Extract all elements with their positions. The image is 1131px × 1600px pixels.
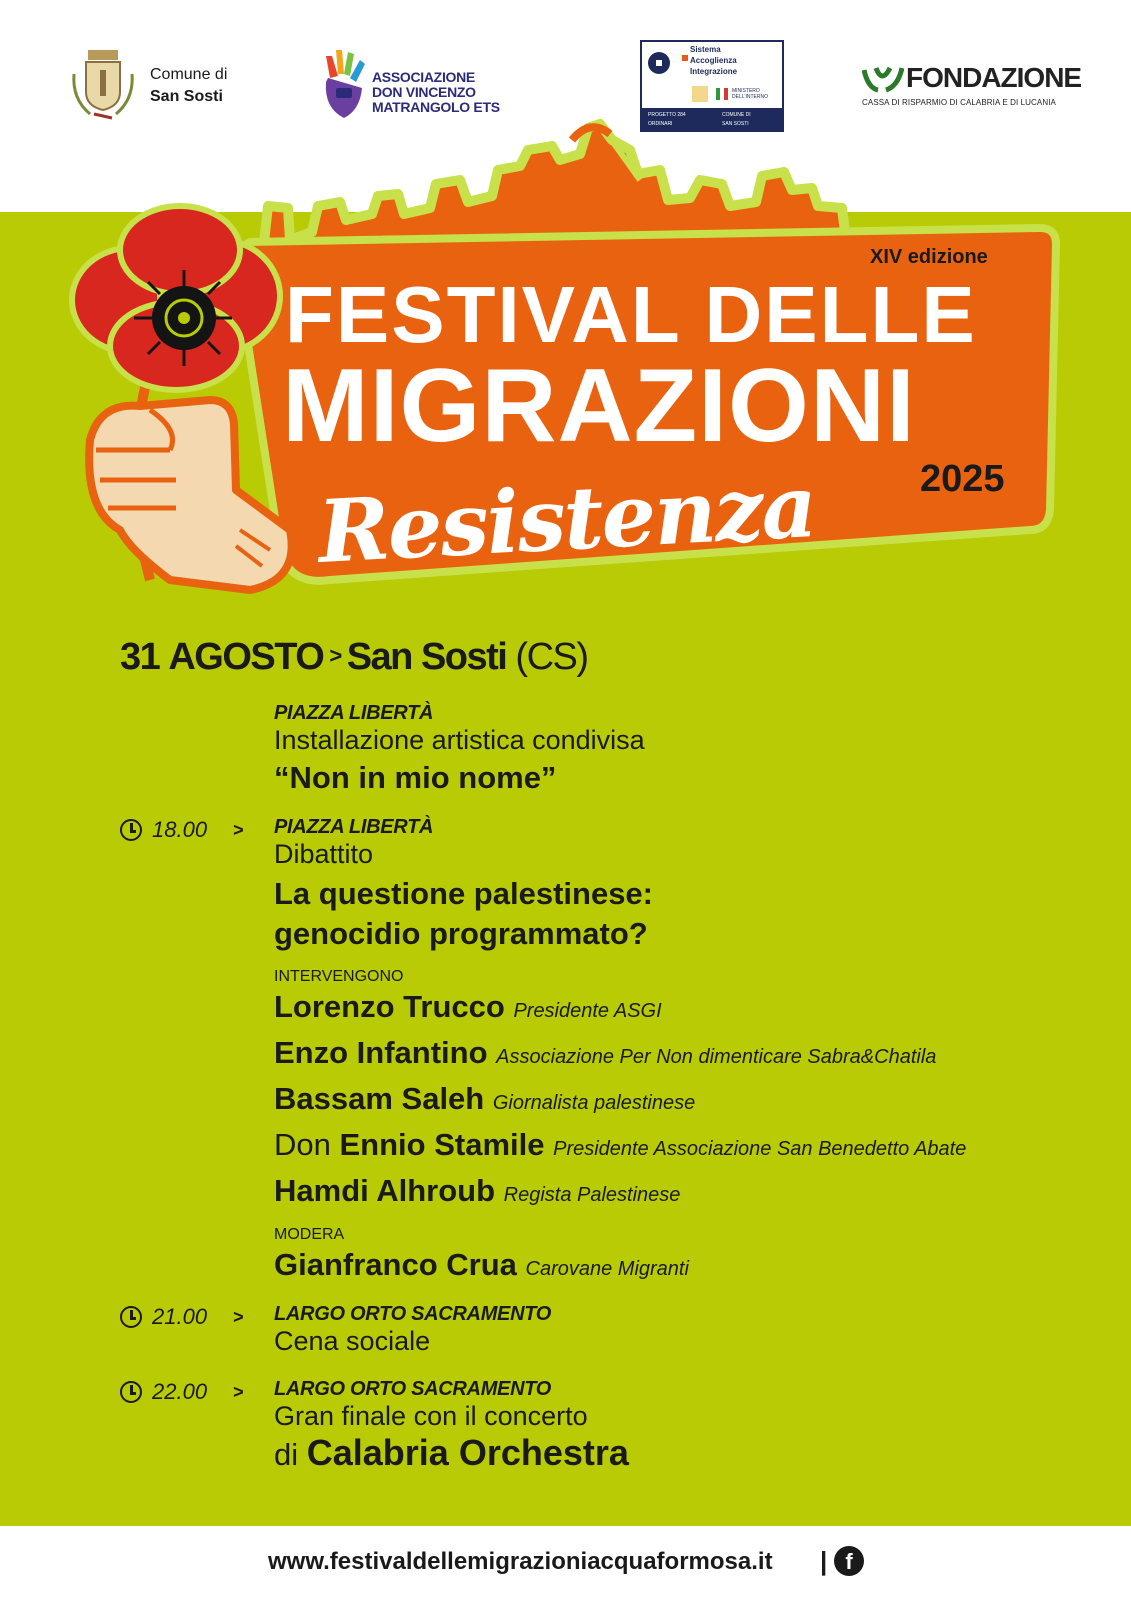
fondazione-name: FONDAZIONE	[906, 62, 1082, 93]
moderator	[274, 1244, 966, 1290]
facebook-icon[interactable]: f	[834, 1546, 864, 1576]
speaker-5	[274, 1170, 966, 1216]
item2-place: PIAZZA LIBERTÀ	[274, 816, 434, 838]
speaker-3-name: Bassam Saleh	[274, 1081, 485, 1116]
fondazione-logo	[862, 60, 1082, 112]
event-city: San Sosti	[346, 636, 507, 678]
item2-desc: Dibattito	[274, 839, 374, 869]
item4-desc: Gran finale con il concerto	[274, 1401, 588, 1431]
date-arrow: >	[329, 643, 341, 668]
sai-line3: Integrazione	[690, 67, 738, 76]
speaker-4-name: Ennio Stamile	[339, 1127, 545, 1162]
speaker-2-name: Enzo Infantino	[274, 1035, 488, 1070]
item4-time	[120, 1379, 244, 1405]
crest-icon	[70, 44, 136, 120]
moderator-name: Gianfranco Crua	[274, 1247, 517, 1282]
sai-top	[642, 42, 782, 108]
clock-icon	[120, 1381, 142, 1403]
speaker-4-role: Presidente Associazione San Benedetto Abate	[553, 1138, 967, 1160]
speaker-2-role: Associazione Per Non dimenticare Sabra&Chatila	[496, 1046, 937, 1068]
assoc-line1: ASSOCIAZIONE	[372, 69, 475, 85]
speaker-2	[274, 1032, 966, 1078]
item3-arrow: >	[233, 1306, 244, 1327]
sai-circle-icon	[648, 52, 670, 74]
item4-place: LARGO ORTO SACRAMENTO	[274, 1378, 552, 1400]
footer-separator: |	[820, 1546, 828, 1576]
item2-arrow: >	[233, 819, 244, 840]
item3-time-text: 21.00	[152, 1304, 208, 1329]
item1-place: PIAZZA LIBERTÀ	[274, 702, 434, 724]
sai-ministero: MINISTERO DELL'INTERNO	[732, 88, 768, 100]
item2-time-text: 18.00	[152, 817, 208, 842]
sai-b4: SAN SOSTI	[722, 121, 749, 127]
fondazione-mark-icon	[862, 64, 904, 94]
assoc-line3: MATRANGOLO ETS	[372, 99, 500, 115]
associazione-text	[372, 70, 500, 115]
item4-arrow: >	[233, 1381, 244, 1402]
festival-subtitle: Resistenza	[315, 456, 818, 583]
modera-label: MODERA	[274, 1226, 345, 1243]
fondazione-sub: CASSA DI RISPARMIO DI CALABRIA E DI LUCANIA	[862, 98, 1056, 107]
program-item-3	[274, 1303, 551, 1357]
event-month: AGOSTO	[168, 636, 324, 678]
festival-year: 2025	[920, 458, 1005, 500]
program-item-4	[274, 1378, 629, 1476]
speaker-1-name: Lorenzo Trucco	[274, 989, 505, 1024]
sai-b1: PROGETTO 284	[648, 112, 686, 118]
speaker-4	[274, 1124, 966, 1170]
item1-title: “Non in mio nome”	[274, 760, 557, 795]
footer	[0, 1526, 1131, 1600]
program-item-1	[274, 702, 645, 798]
italian-flag-icon	[716, 88, 728, 100]
speaker-4-prefix: Don	[274, 1127, 331, 1162]
moderator-role: Carovane Migranti	[525, 1258, 689, 1280]
website-link[interactable]: www.festivaldellemigrazioniacquaformosa.it	[268, 1548, 773, 1575]
item3-desc: Cena sociale	[274, 1326, 431, 1356]
clock-icon	[120, 1306, 142, 1328]
speaker-1-role: Presidente ASGI	[513, 1000, 662, 1022]
sai-b3: ORDINARI	[648, 121, 673, 127]
sai-line2: Accoglienza	[690, 56, 737, 65]
intervengono-label: INTERVENGONO	[274, 968, 404, 985]
speaker-3	[274, 1078, 966, 1124]
speaker-5-role: Regista Palestinese	[503, 1184, 681, 1206]
speaker-5-name: Hamdi Alhroub	[274, 1173, 496, 1208]
comune-line2: San Sosti	[150, 88, 223, 105]
item2-title1: La questione palestinese:	[274, 876, 653, 911]
item2-time	[120, 817, 244, 843]
item3-time	[120, 1304, 244, 1330]
item4-performer	[274, 1432, 629, 1476]
event-province: (CS)	[515, 636, 588, 678]
sai-line1: Sistema	[690, 45, 721, 54]
speaker-3-role: Giornalista palestinese	[492, 1092, 696, 1114]
event-date-line	[120, 636, 588, 679]
item3-place: LARGO ORTO SACRAMENTO	[274, 1303, 552, 1325]
item4-prefix: di	[274, 1437, 299, 1472]
item2-title2: genocidio programmato?	[274, 916, 648, 951]
title-line2: MIGRAZIONI	[282, 348, 916, 464]
sai-title	[690, 44, 737, 77]
sai-square-icon	[682, 55, 688, 61]
speaker-1	[274, 986, 966, 1032]
comune-line1: Comune di	[150, 66, 228, 83]
item4-title: Calabria Orchestra	[306, 1432, 629, 1473]
sai-badge-icon	[692, 86, 708, 102]
clock-icon	[120, 819, 142, 841]
comune-text	[150, 64, 227, 108]
edition-badge: XIV edizione	[870, 246, 988, 268]
event-day: 31	[120, 636, 160, 678]
title-line1: FESTIVAL DELLE	[285, 270, 977, 359]
sai-b2: COMUNE DI	[722, 112, 751, 118]
assoc-line2: DON VINCENZO	[372, 84, 476, 100]
item1-desc: Installazione artistica condivisa	[274, 725, 645, 755]
item4-time-text: 22.00	[152, 1379, 208, 1404]
program-item-2	[274, 816, 966, 1290]
